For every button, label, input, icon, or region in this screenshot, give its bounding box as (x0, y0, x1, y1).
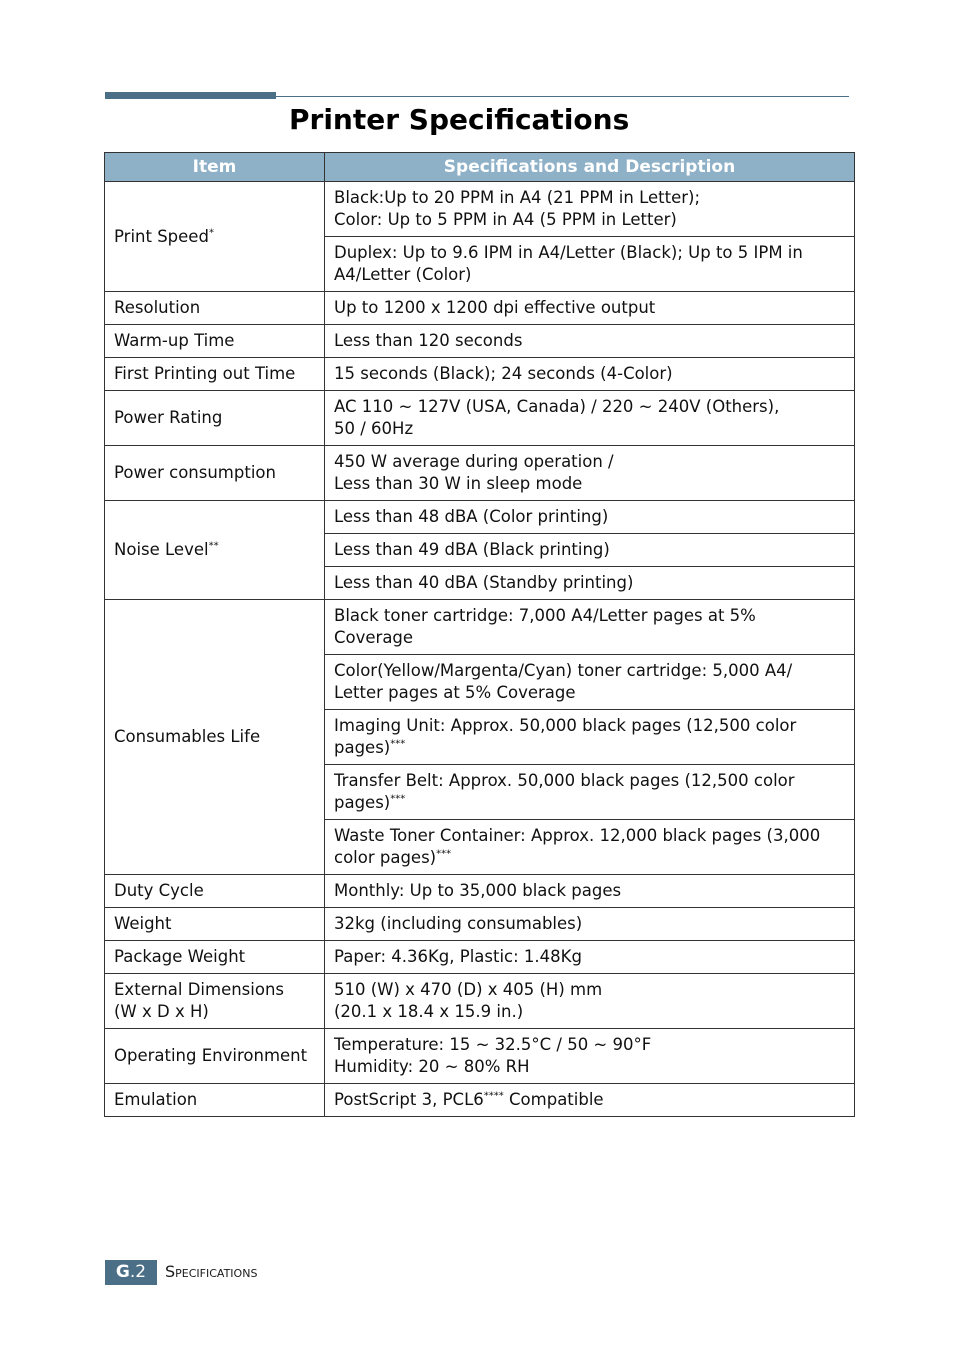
desc-color-toner: Color(Yellow/Margenta/Cyan) toner cartridge: 5,000 A4/ Letter pages at 5% Coverage (325, 655, 855, 710)
desc-print-speed-duplex: Duplex: Up to 9.6 IPM in A4/Letter (Black); Up to 5 IPM in A4/Letter (Color) (325, 237, 855, 292)
item-duty-cycle: Duty Cycle (105, 875, 325, 908)
desc-transfer-belt: Transfer Belt: Approx. 50,000 black pages (12,500 color pages)*** (325, 765, 855, 820)
desc-duty-cycle: Monthly: Up to 35,000 black pages (325, 875, 855, 908)
table-row (105, 446, 855, 501)
table-row (105, 941, 855, 974)
table-row (105, 182, 855, 237)
table-row (105, 600, 855, 655)
header-item: Item (105, 153, 325, 182)
item-power-rating: Power Rating (105, 391, 325, 446)
table-row (105, 325, 855, 358)
table-row (105, 358, 855, 391)
table-row (105, 292, 855, 325)
table-row (105, 974, 855, 1029)
desc-noise-standby: Less than 40 dBA (Standby printing) (325, 567, 855, 600)
item-noise-level: Noise Level** (105, 501, 325, 600)
table-row (105, 908, 855, 941)
item-package-weight: Package Weight (105, 941, 325, 974)
table-row (105, 875, 855, 908)
spec-table (104, 152, 855, 1117)
desc-resolution: Up to 1200 x 1200 dpi effective output (325, 292, 855, 325)
item-print-speed: Print Speed* (105, 182, 325, 292)
item-weight: Weight (105, 908, 325, 941)
desc-power-consumption: 450 W average during operation / Less than 30 W in sleep mode (325, 446, 855, 501)
item-external-dimensions: External Dimensions (W x D x H) (105, 974, 325, 1029)
table-row (105, 501, 855, 534)
item-warmup: Warm-up Time (105, 325, 325, 358)
footer-section-name: Specifications (165, 1262, 258, 1281)
desc-emulation: PostScript 3, PCL6**** Compatible (325, 1084, 855, 1117)
item-resolution: Resolution (105, 292, 325, 325)
table-row (105, 391, 855, 446)
desc-power-rating: AC 110 ~ 127V (USA, Canada) / 220 ~ 240V (Others), 50 / 60Hz (325, 391, 855, 446)
desc-package-weight: Paper: 4.36Kg, Plastic: 1.48Kg (325, 941, 855, 974)
item-first-print: First Printing out Time (105, 358, 325, 391)
item-consumables-life: Consumables Life (105, 600, 325, 875)
page-title: Printer Specifications (289, 103, 630, 136)
item-emulation: Emulation (105, 1084, 325, 1117)
footer-page-badge: G.2 (105, 1260, 157, 1285)
desc-black-toner: Black toner cartridge: 7,000 A4/Letter pages at 5% Coverage (325, 600, 855, 655)
header-rule-thick (105, 92, 276, 99)
table-header-row (105, 153, 855, 182)
item-power-consumption: Power consumption (105, 446, 325, 501)
header-description: Specifications and Description (325, 153, 855, 182)
desc-first-print: 15 seconds (Black); 24 seconds (4-Color) (325, 358, 855, 391)
item-operating-environment: Operating Environment (105, 1029, 325, 1084)
table-row (105, 1029, 855, 1084)
desc-imaging-unit: Imaging Unit: Approx. 50,000 black pages (12,500 color pages)*** (325, 710, 855, 765)
desc-print-speed-color: Black:Up to 20 PPM in A4 (21 PPM in Letter); Color: Up to 5 PPM in A4 (5 PPM in Letter) (325, 182, 855, 237)
header-rule-thin (276, 96, 849, 97)
desc-weight: 32kg (including consumables) (325, 908, 855, 941)
desc-operating-environment: Temperature: 15 ~ 32.5°C / 50 ~ 90°F Humidity: 20 ~ 80% RH (325, 1029, 855, 1084)
desc-noise-black: Less than 49 dBA (Black printing) (325, 534, 855, 567)
desc-warmup: Less than 120 seconds (325, 325, 855, 358)
desc-waste-toner: Waste Toner Container: Approx. 12,000 black pages (3,000 color pages)*** (325, 820, 855, 875)
desc-external-dimensions: 510 (W) x 470 (D) x 405 (H) mm (20.1 x 18.4 x 15.9 in.) (325, 974, 855, 1029)
table-row (105, 1084, 855, 1117)
desc-noise-color: Less than 48 dBA (Color printing) (325, 501, 855, 534)
